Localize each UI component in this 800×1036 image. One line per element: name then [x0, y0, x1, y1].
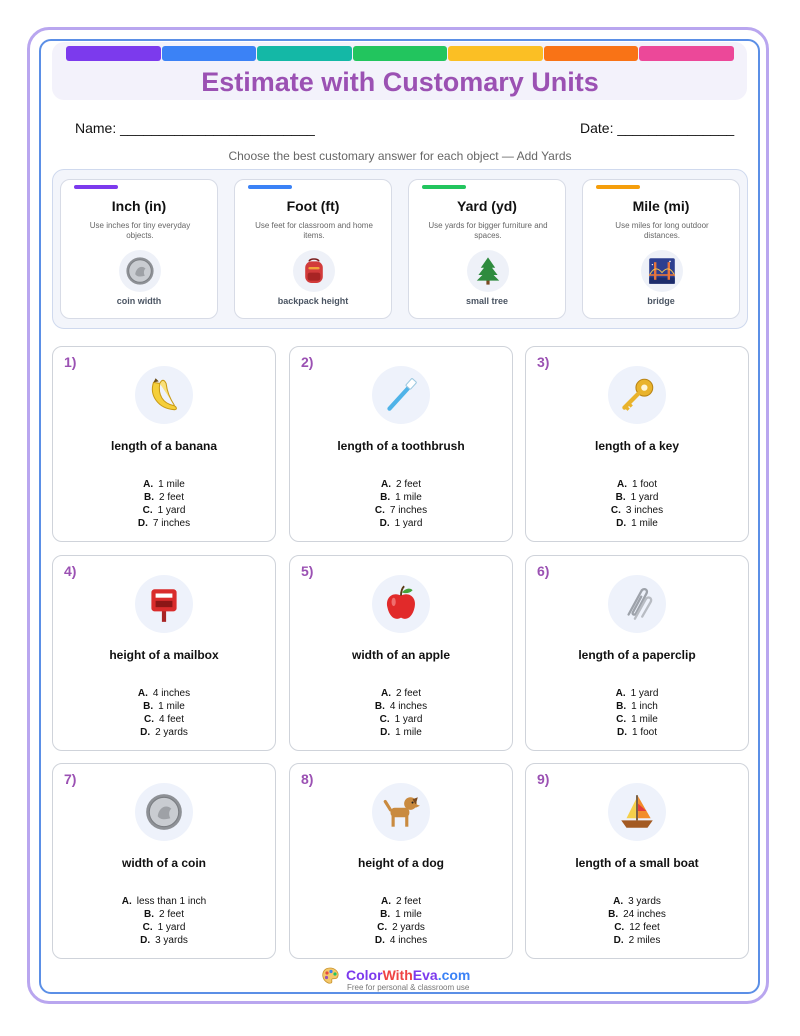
key-icon: [608, 366, 666, 424]
option-letter: B.: [608, 909, 619, 920]
option-letter: D.: [137, 518, 148, 529]
option-text: 2 miles: [628, 935, 661, 946]
tree-icon-graphic: [472, 255, 504, 287]
coin-icon-graphic: [124, 255, 156, 287]
option-letter: C.: [143, 714, 154, 725]
question-number: 1): [64, 354, 77, 370]
unit-color-bar: [248, 185, 292, 189]
option-text: 4 inches: [389, 701, 428, 712]
paperclip-icon: [608, 575, 666, 633]
answer-option[interactable]: [290, 908, 512, 921]
answer-option[interactable]: [53, 921, 275, 934]
answer-option[interactable]: [53, 726, 275, 739]
option-letter: D.: [379, 518, 390, 529]
coin-icon: [135, 783, 193, 841]
unit-card: [408, 179, 566, 319]
answer-option[interactable]: [290, 921, 512, 934]
unit-card: [582, 179, 740, 319]
question-number: 7): [64, 771, 77, 787]
option-letter: C.: [142, 505, 153, 516]
question-prompt: height of a dog: [358, 856, 444, 870]
option-letter: A.: [380, 896, 391, 907]
option-letter: D.: [374, 935, 385, 946]
answer-option[interactable]: [53, 504, 275, 517]
banana-icon-graphic: [143, 374, 185, 416]
option-text: 1 mile: [631, 714, 658, 725]
option-text: 1 mile: [395, 727, 422, 738]
option-text: 1 foot: [631, 727, 658, 738]
answer-option[interactable]: [526, 726, 748, 739]
option-text: 1 inch: [631, 701, 658, 712]
option-letter: C.: [379, 714, 390, 725]
option-text: 2 feet: [158, 492, 185, 503]
question-prompt: length of a small boat: [575, 856, 699, 870]
option-letter: B.: [143, 492, 154, 503]
answer-option[interactable]: [290, 478, 512, 491]
answer-option[interactable]: [290, 934, 512, 947]
dog-icon: [372, 783, 430, 841]
option-text: 1 mile: [158, 479, 185, 490]
answer-option[interactable]: [290, 726, 512, 739]
instructions: Choose the best customary answer for each object — Add Yards: [228, 149, 572, 163]
dog-icon-graphic: [380, 791, 422, 833]
color-stripe: [257, 46, 352, 61]
apple-icon-graphic: [380, 583, 422, 625]
sailboat-icon-graphic: [616, 791, 658, 833]
option-letter: B.: [374, 701, 385, 712]
option-letter: A.: [613, 896, 624, 907]
answer-option[interactable]: [53, 895, 275, 908]
unit-color-bar: [422, 185, 466, 189]
unit-name: Yard (yd): [457, 198, 517, 214]
answer-option[interactable]: [526, 687, 748, 700]
option-text: 4 inches: [389, 935, 428, 946]
option-letter: C.: [142, 922, 153, 933]
question-card: [525, 346, 749, 542]
unit-card: [60, 179, 218, 319]
option-text: 2 yards: [392, 922, 425, 933]
option-text: 4 inches: [152, 688, 191, 699]
option-letter: B.: [616, 701, 627, 712]
tagline: Free for personal & classroom use: [347, 983, 470, 992]
question-prompt: length of a toothbrush: [337, 439, 465, 453]
answer-option[interactable]: [290, 517, 512, 530]
coin-icon: [119, 250, 161, 292]
question-prompt: width of a coin: [122, 856, 206, 870]
backpack-icon: [293, 250, 335, 292]
answer-option[interactable]: [53, 687, 275, 700]
unit-example: backpack height: [277, 296, 349, 306]
option-text: 3 yards: [155, 935, 188, 946]
answer-option[interactable]: [526, 921, 748, 934]
unit-description: Use feet for classroom and home items.: [255, 221, 373, 240]
mailbox-icon: [135, 575, 193, 633]
color-stripe: [66, 46, 161, 61]
option-letter: D.: [380, 727, 391, 738]
option-text: 1 mile: [395, 909, 422, 920]
toothbrush-icon-graphic: [380, 374, 422, 416]
sailboat-icon: [608, 783, 666, 841]
option-text: 1 mile: [395, 492, 422, 503]
color-stripe: [639, 46, 734, 61]
option-letter: B.: [143, 701, 154, 712]
option-text: 2 feet: [158, 909, 185, 920]
answer-option[interactable]: [526, 713, 748, 726]
option-letter: A.: [615, 688, 626, 699]
answer-option[interactable]: [53, 478, 275, 491]
option-text: 1 mile: [158, 701, 185, 712]
backpack-icon-graphic: [298, 255, 330, 287]
option-letter: A.: [380, 479, 391, 490]
answer-options: [53, 895, 275, 947]
answer-option[interactable]: [526, 934, 748, 947]
option-text: 1 mile: [631, 518, 658, 529]
answer-option[interactable]: [290, 895, 512, 908]
answer-option[interactable]: [526, 895, 748, 908]
answer-options: [526, 895, 748, 947]
palette-icon: [320, 966, 340, 991]
option-text: 1 yard: [630, 688, 659, 699]
answer-options: [290, 478, 512, 530]
unit-description: Use inches for tiny everyday objects.: [89, 221, 191, 240]
answer-option[interactable]: [526, 517, 748, 530]
question-prompt: length of a paperclip: [578, 648, 696, 662]
question-card: [289, 763, 513, 959]
option-text: 4 feet: [158, 714, 185, 725]
answer-option[interactable]: [290, 700, 512, 713]
unit-color-bar: [596, 185, 640, 189]
answer-option[interactable]: [290, 504, 512, 517]
banana-icon: [135, 366, 193, 424]
key-icon-graphic: [616, 374, 658, 416]
answer-option[interactable]: [290, 713, 512, 726]
bridge-icon: [641, 250, 683, 292]
question-card: [289, 555, 513, 751]
unit-card: [234, 179, 392, 319]
question-card: [289, 346, 513, 542]
answer-options: [526, 687, 748, 739]
name-field[interactable]: Name: _________________________: [75, 120, 315, 136]
answer-option[interactable]: [526, 908, 748, 921]
option-letter: D.: [616, 518, 627, 529]
question-card: [525, 763, 749, 959]
mailbox-icon-graphic: [143, 583, 185, 625]
apple-icon: [372, 575, 430, 633]
question-number: 4): [64, 563, 77, 579]
answer-option[interactable]: [53, 491, 275, 504]
answer-option[interactable]: [53, 517, 275, 530]
option-text: 1 yard: [394, 518, 423, 529]
option-letter: D.: [613, 935, 624, 946]
option-letter: C.: [616, 714, 627, 725]
option-text: 7 inches: [389, 505, 428, 516]
question-number: 6): [537, 563, 550, 579]
option-letter: D.: [616, 727, 627, 738]
answer-option[interactable]: [290, 687, 512, 700]
tree-icon: [467, 250, 509, 292]
option-letter: A.: [137, 688, 148, 699]
unit-description: Use miles for long outdoor distances.: [615, 221, 709, 240]
option-letter: A.: [143, 479, 154, 490]
answer-options: [53, 478, 275, 530]
unit-example: coin width: [116, 296, 162, 306]
answer-option[interactable]: [53, 908, 275, 921]
page-title: Estimate with Customary Units: [201, 67, 599, 97]
unit-name: Foot (ft): [286, 198, 340, 214]
question-number: 2): [301, 354, 314, 370]
question-card: [52, 763, 276, 959]
color-stripe: [353, 46, 448, 61]
option-letter: B.: [380, 909, 391, 920]
answer-option[interactable]: [53, 934, 275, 947]
paperclip-icon-graphic: [616, 583, 658, 625]
answer-options: [53, 687, 275, 739]
bridge-icon-graphic: [646, 255, 678, 287]
answer-options: [526, 478, 748, 530]
question-card: [52, 555, 276, 751]
coin-icon-graphic: [143, 791, 185, 833]
option-letter: B.: [143, 909, 154, 920]
option-letter: B.: [380, 492, 391, 503]
option-text: 1 foot: [631, 479, 658, 490]
question-card: [52, 346, 276, 542]
option-text: 2 feet: [395, 896, 422, 907]
question-number: 8): [301, 771, 314, 787]
option-letter: A.: [616, 479, 627, 490]
color-stripe: [544, 46, 639, 61]
option-letter: A.: [380, 688, 391, 699]
answer-option[interactable]: [53, 713, 275, 726]
option-text: 7 inches: [152, 518, 191, 529]
brand-name[interactable]: ColorWithEva.com: [346, 967, 471, 983]
question-prompt: width of an apple: [352, 648, 450, 662]
option-text: 3 yards: [628, 896, 661, 907]
question-card: [525, 555, 749, 751]
question-prompt: length of a banana: [110, 439, 217, 453]
question-number: 9): [537, 771, 550, 787]
answer-option[interactable]: [53, 700, 275, 713]
option-text: 2 yards: [155, 727, 188, 738]
option-text: 2 feet: [395, 688, 422, 699]
question-prompt: height of a mailbox: [109, 648, 219, 662]
option-letter: C.: [610, 505, 621, 516]
unit-example: bridge: [647, 296, 675, 306]
option-letter: A.: [121, 896, 132, 907]
option-text: 1 yard: [394, 714, 423, 725]
answer-option[interactable]: [526, 700, 748, 713]
answer-options: [290, 895, 512, 947]
option-text: less than 1 inch: [136, 896, 207, 907]
option-text: 12 feet: [629, 922, 660, 933]
option-letter: C.: [377, 922, 388, 933]
option-text: 3 inches: [625, 505, 664, 516]
question-prompt: length of a key: [594, 439, 680, 453]
answer-option[interactable]: [526, 478, 748, 491]
option-letter: B.: [615, 492, 626, 503]
answer-options: [290, 687, 512, 739]
option-text: 1 yard: [157, 505, 186, 516]
color-stripe: [448, 46, 543, 61]
option-letter: D.: [140, 727, 151, 738]
option-letter: D.: [140, 935, 151, 946]
question-number: 5): [301, 563, 314, 579]
option-letter: C.: [614, 922, 625, 933]
option-letter: C.: [374, 505, 385, 516]
color-stripe: [162, 46, 257, 61]
unit-color-bar: [74, 185, 118, 189]
option-text: 24 inches: [623, 909, 666, 920]
option-text: 1 yard: [630, 492, 659, 503]
unit-description: Use yards for bigger furniture and spaces.: [428, 221, 548, 240]
question-number: 3): [537, 354, 550, 370]
unit-example: small tree: [465, 296, 509, 306]
option-text: 2 feet: [395, 479, 422, 490]
answer-option[interactable]: [526, 491, 748, 504]
unit-name: Inch (in): [111, 198, 167, 214]
option-text: 1 yard: [157, 922, 186, 933]
answer-option[interactable]: [290, 491, 512, 504]
answer-option[interactable]: [526, 504, 748, 517]
toothbrush-icon: [372, 366, 430, 424]
date-field[interactable]: Date: _______________: [580, 120, 735, 136]
unit-name: Mile (mi): [632, 198, 690, 214]
